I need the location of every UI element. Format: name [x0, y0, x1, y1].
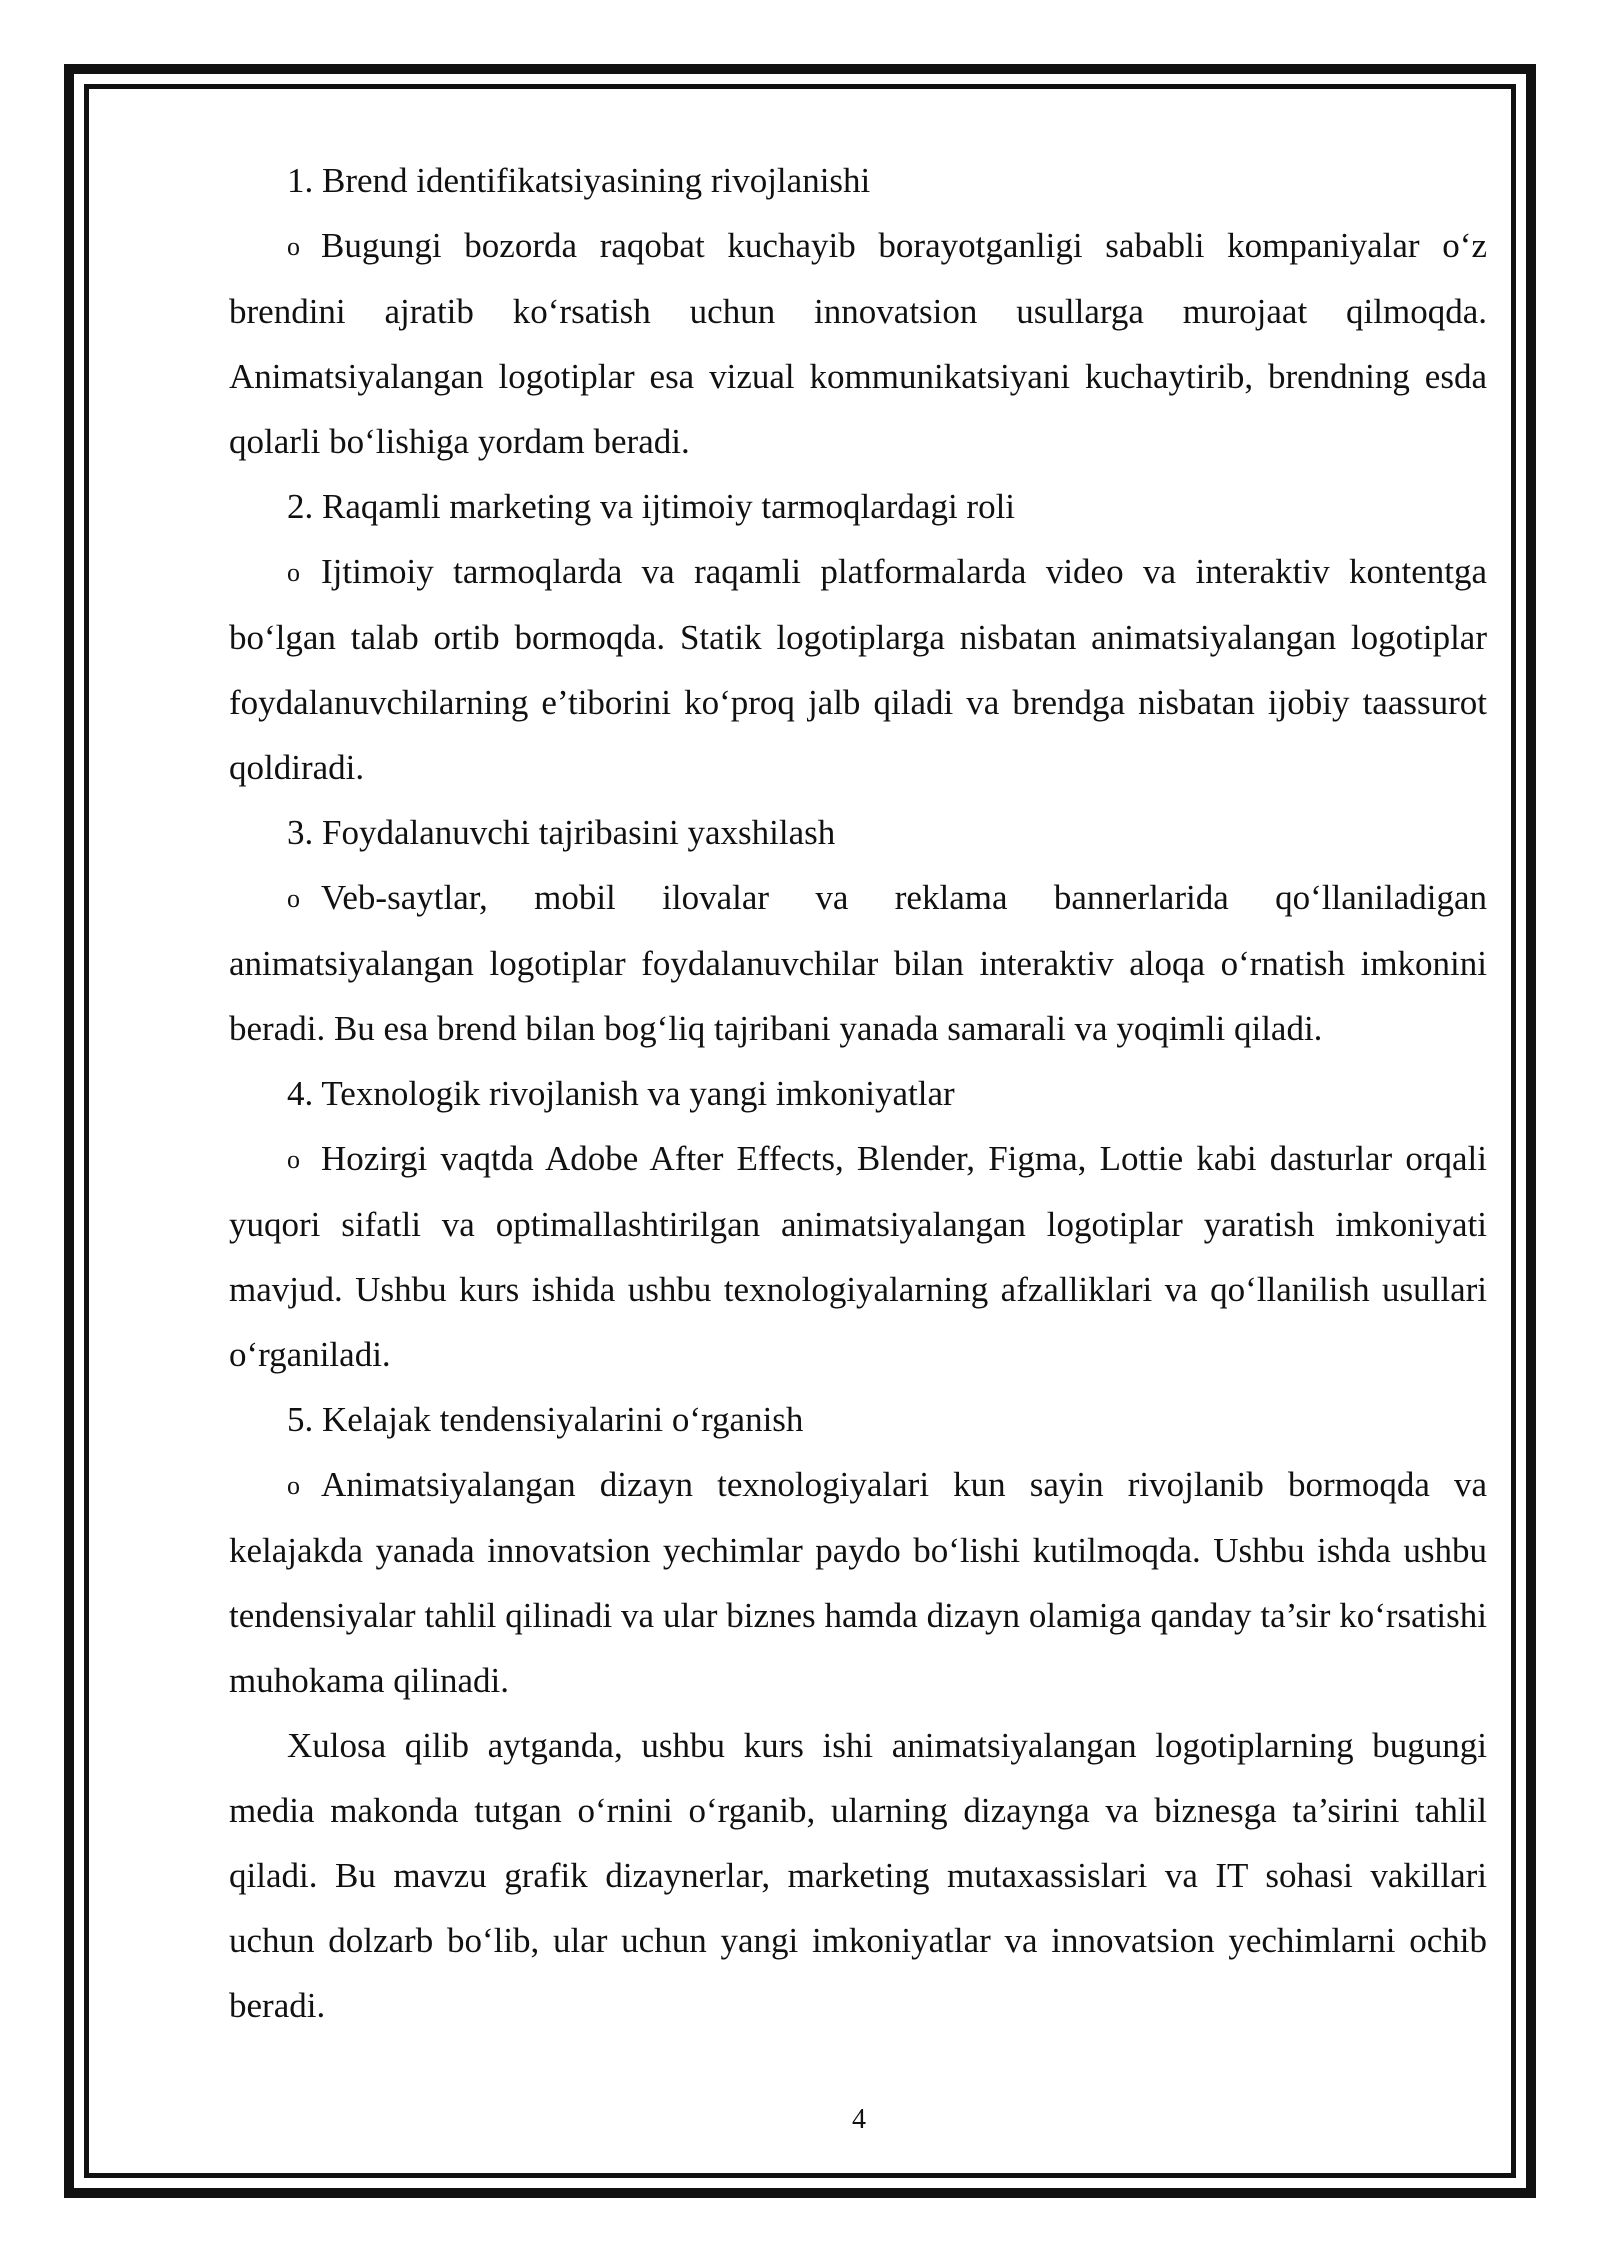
bullet-icon: o — [287, 232, 300, 261]
section-title: Kelajak tendensiyalarini o‘rganish — [322, 1400, 804, 1439]
section-text: Hozirgi vaqtda Adobe After Effects, Blender, Figma, Lottie kabi dasturlar orqali yuqori sifatli va optimallashtirilgan animatsiyalangan logotiplar yaratish imkoniyati mavjud. Ushbu kurs ishida ushbu texnologiyalarning afzalliklari va qo‘llanilish usullari o‘rganiladi. — [229, 1139, 1487, 1374]
section-paragraph-3 — [229, 865, 1487, 1061]
section-paragraph-5 — [229, 1452, 1487, 1713]
section-title: Texnologik rivojlanish va yangi imkoniyatlar — [321, 1074, 955, 1113]
section-paragraph-4 — [229, 1126, 1487, 1387]
section-text: Veb-saytlar, mobil ilovalar va reklama bannerlarida qo‘llaniladigan animatsiyalangan logotiplar foydalanuvchilar bilan interaktiv aloqa o‘rnatish imkonini beradi. Bu esa brend bilan bog‘liq tajribani yanada samarali va yoqimli qiladi. — [229, 878, 1487, 1048]
section-title: Foydalanuvchi tajribasini yaxshilash — [322, 813, 836, 852]
section-number: 4. — [287, 1074, 314, 1113]
section-text: Animatsiyalangan dizayn texnologiyalari kun sayin rivojlanib bormoqda va kelajakda yanada innovatsion yechimlar paydo bo‘lishi kutilmoqda. Ushbu ishda ushbu tendensiyalar tahlil qilinadi va ular biznes hamda dizayn olamiga qanday ta’sir ko‘rsatishi muhokama qilinadi. — [229, 1465, 1487, 1700]
section-title: Brend identifikatsiyasining rivojlanishi — [322, 161, 871, 200]
section-number: 5. — [287, 1400, 314, 1439]
section-heading-5 — [229, 1387, 1487, 1452]
section-heading-1 — [229, 148, 1487, 213]
section-text: Ijtimoiy tarmoqlarda va raqamli platformalarda video va interaktiv kontentga bo‘lgan talab ortib bormoqda. Statik logotiplarga nisbatan animatsiyalangan logotiplar foydalanuvchilarning e’tiborini ko‘proq jalb qiladi va brendga nisbatan ijobiy taassurot qoldiradi. — [229, 552, 1487, 787]
bullet-icon: o — [287, 558, 300, 587]
section-heading-4 — [229, 1061, 1487, 1126]
section-paragraph-1 — [229, 213, 1487, 474]
page-number: 4 — [852, 2104, 866, 2135]
bullet-icon: o — [287, 884, 300, 913]
section-number: 3. — [287, 813, 314, 852]
section-title: Raqamli marketing va ijtimoiy tarmoqlardagi roli — [322, 487, 1016, 526]
section-number: 1. — [287, 161, 314, 200]
section-heading-2 — [229, 474, 1487, 539]
section-text: Bugungi bozorda raqobat kuchayib borayotganligi sababli kompaniyalar o‘z brendini ajratib ko‘rsatish uchun innovatsion usullarga murojaat qilmoqda. Animatsiyalangan logotiplar esa vizual kommunikatsiyani kuchaytirib, brendning esda qolarli bo‘lishiga yordam beradi. — [229, 226, 1487, 461]
bullet-icon: o — [287, 1145, 300, 1174]
section-paragraph-2 — [229, 539, 1487, 800]
conclusion-paragraph: Xulosa qilib aytganda, ushbu kurs ishi animatsiyalangan logotiplarning bugungi media makonda tutgan o‘rnini o‘rganib, ularning dizaynga va biznesga ta’sirini tahlil qiladi. Bu mavzu grafik dizaynerlar, marketing mutaxassislari va IT sohasi vakillari uchun dolzarb bo‘lib, ular uchun yangi imkoniyatlar va innovatsion yechimlarni ochib beradi. — [229, 1726, 1487, 2025]
bullet-icon: o — [287, 1471, 300, 1500]
section-number: 2. — [287, 487, 314, 526]
section-heading-3 — [229, 800, 1487, 865]
document-body — [229, 148, 1487, 2038]
